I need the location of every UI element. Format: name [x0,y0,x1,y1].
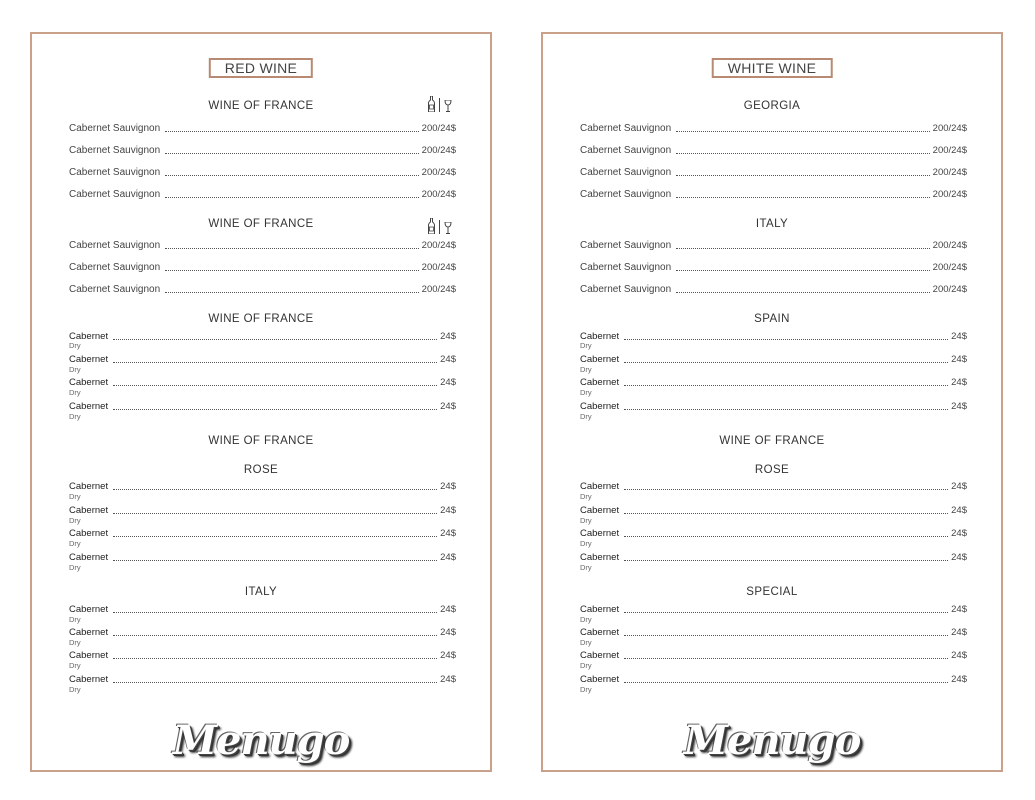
menu-item: Cabernet Sauvignon 200/24$ [69,189,456,200]
menu-item: Cabernet 24$ [69,401,456,412]
menu-item: Cabernet 24$ [580,627,967,638]
menu-item-subtext: Dry [69,638,81,647]
menu-item-subtext: Dry [580,492,592,501]
menu-item: Cabernet 24$ [69,505,456,516]
menu-item: Cabernet 24$ [69,331,456,342]
page-title: RED WINE [209,58,313,78]
menu-item: Cabernet Sauvignon 200/24$ [580,240,967,251]
menu-item: Cabernet 24$ [69,674,456,685]
menu-item: Cabernet 24$ [69,528,456,539]
menu-item-subtext: Dry [580,563,592,572]
menu-item: Cabernet Sauvignon 200/24$ [69,123,456,134]
menu-item: Cabernet 24$ [580,674,967,685]
menu-item: Cabernet Sauvignon 200/24$ [580,284,967,295]
section-heading: WINE OF FRANCE [719,435,825,447]
menu-item-subtext: Dry [580,412,592,421]
section-heading: WINE OF FRANCE [208,435,314,447]
section-heading: ITALY [755,218,789,230]
menu-item-subtext: Dry [580,615,592,624]
menu-item-subtext: Dry [69,492,81,501]
menu-page-white-wine [541,32,1003,772]
menu-item: Cabernet Sauvignon 200/24$ [580,123,967,134]
wine-bottle-icon [428,218,435,234]
section-heading: GEORGIA [743,100,801,112]
menu-item: Cabernet 24$ [69,627,456,638]
menu-item: Cabernet 24$ [580,401,967,412]
menu-item: Cabernet 24$ [580,552,967,563]
menu-item-subtext: Dry [580,661,592,670]
wine-bottle-icon [428,96,435,112]
menu-item-subtext: Dry [69,685,81,694]
page-title: WHITE WINE [712,58,833,78]
menu-page-red-wine [30,32,492,772]
menu-item: Cabernet 24$ [580,354,967,365]
section-heading: ROSE [243,464,279,476]
menu-item: Cabernet 24$ [580,505,967,516]
menu-item: Cabernet Sauvignon 200/24$ [69,262,456,273]
section-heading: ROSE [754,464,790,476]
menu-item-subtext: Dry [69,365,81,374]
menu-item: Cabernet Sauvignon 200/24$ [69,167,456,178]
section-heading: WINE OF FRANCE [208,218,314,230]
menu-item-subtext: Dry [580,365,592,374]
menu-item-subtext: Dry [69,412,81,421]
menu-item-subtext: Dry [69,563,81,572]
menu-item-subtext: Dry [69,661,81,670]
menu-item: Cabernet Sauvignon 200/24$ [69,145,456,156]
menu-item: Cabernet Sauvignon 200/24$ [69,284,456,295]
menu-item-subtext: Dry [580,388,592,397]
menu-item-subtext: Dry [580,516,592,525]
menu-item: Cabernet 24$ [580,604,967,615]
menugo-logo: Menugo [683,717,861,764]
menu-item-subtext: Dry [69,341,81,350]
menu-item: Cabernet Sauvignon 200/24$ [580,145,967,156]
menu-item: Cabernet 24$ [69,377,456,388]
menu-item: Cabernet Sauvignon 200/24$ [580,262,967,273]
menu-item: Cabernet 24$ [69,552,456,563]
menu-item: Cabernet 24$ [69,604,456,615]
wine-glass-icon [444,100,452,112]
menu-item: Cabernet 24$ [580,528,967,539]
menu-item: Cabernet 24$ [580,481,967,492]
menu-item: Cabernet Sauvignon 200/24$ [580,167,967,178]
menu-item-subtext: Dry [580,685,592,694]
section-heading: WINE OF FRANCE [208,313,314,325]
menu-item: Cabernet 24$ [69,354,456,365]
menu-item-subtext: Dry [69,388,81,397]
menu-item: Cabernet 24$ [69,650,456,661]
menu-item-subtext: Dry [69,516,81,525]
menu-item-subtext: Dry [69,615,81,624]
menu-item-subtext: Dry [580,341,592,350]
menu-item: Cabernet 24$ [69,481,456,492]
section-heading: ITALY [244,586,278,598]
menugo-logo: Menugo [172,717,350,764]
wine-glass-icon [444,222,452,234]
section-heading: SPAIN [754,313,790,325]
icon-separator [439,98,440,112]
menu-item-subtext: Dry [580,539,592,548]
menu-item: Cabernet 24$ [580,377,967,388]
section-heading: WINE OF FRANCE [208,100,314,112]
menu-item: Cabernet Sauvignon 200/24$ [69,240,456,251]
menu-item-subtext: Dry [69,539,81,548]
menu-item: Cabernet 24$ [580,331,967,342]
bottle-glass-icons [428,96,452,112]
menu-item-subtext: Dry [580,638,592,647]
bottle-glass-icons [428,218,452,234]
section-heading: SPECIAL [746,586,798,598]
menu-item: Cabernet Sauvignon 200/24$ [580,189,967,200]
menu-item: Cabernet 24$ [580,650,967,661]
icon-separator [439,220,440,234]
